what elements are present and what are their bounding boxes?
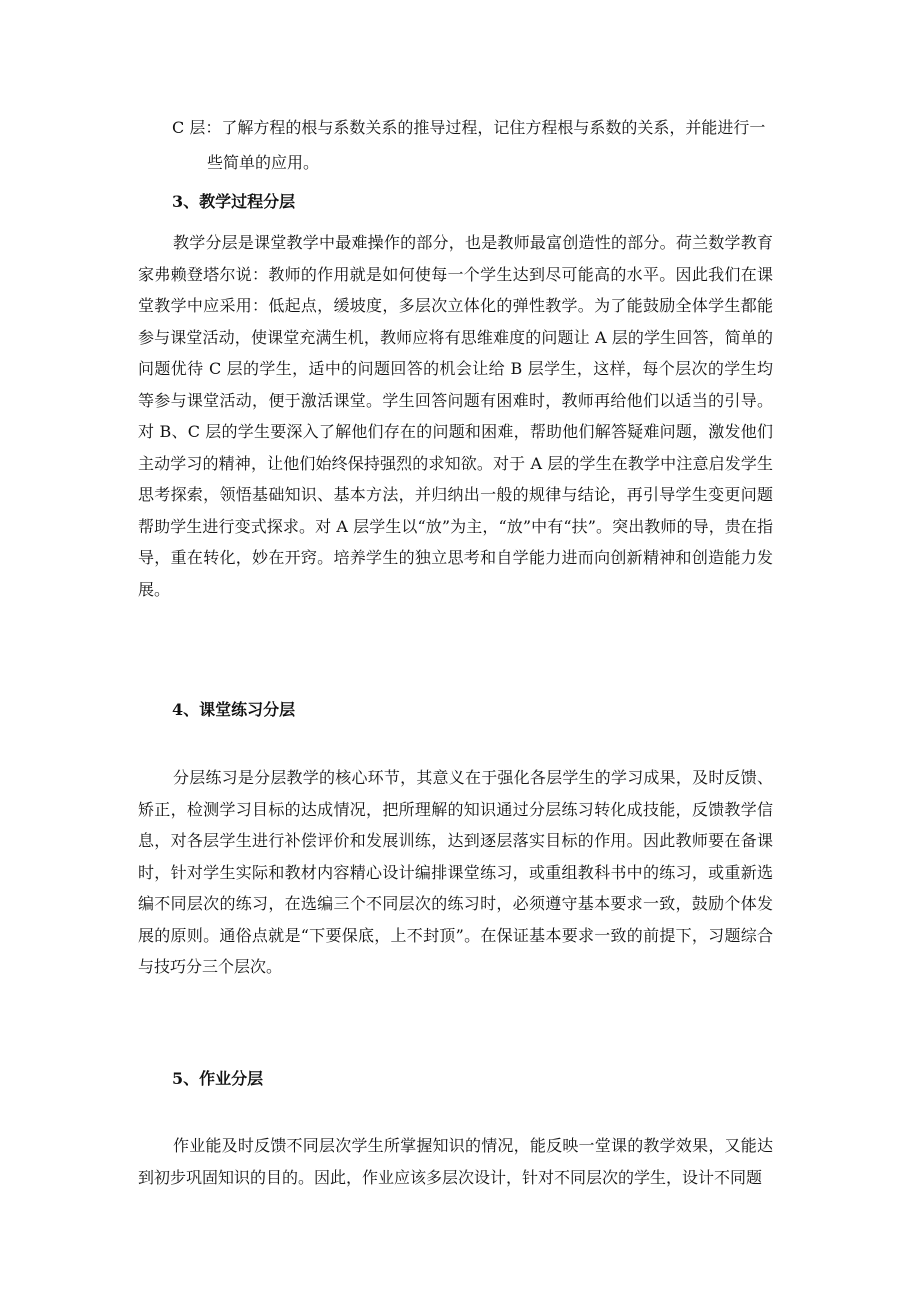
section4-paragraph [138, 762, 773, 983]
section5-text: 作业能及时反馈不同层次学生所掌握知识的情况，能反映一堂课的教学效果，又能达到初步巩固知识的目的。因此，作业应该多层次设计，针对不同层次的学生，设计不同题 [138, 1136, 773, 1187]
section3-heading: 3、教学过程分层 [172, 192, 296, 211]
section5-heading: 5、作业分层 [172, 1069, 264, 1088]
section4-text: 分层练习是分层教学的核心环节，其意义在于强化各层学生的学习成果，及时反馈、矫正，检测学习目标的达成情况，把所理解的知识通过分层练习转化成技能，反馈教学信息，对各层学生进行补偿评价和发展训练，达到逐层落实目标的作用。因此教师要在备课时，针对学生实际和教材内容精心设计编排课堂练习，或重组教科书中的练习，或重新选编不同层次的练习，在选编三个不同层次的练习时，必须遵守基本要求一致，鼓励个体发展的原则。通俗点就是“下要保底，上不封顶”。在保证基本要求一致的前提下，习题综合与技巧分三个层次。 [138, 768, 773, 976]
section5-paragraph [138, 1130, 773, 1193]
section3-text: 教学分层是课堂教学中最难操作的部分，也是教师最富创造性的部分。荷兰数学教育家弗赖登塔尔说：教师的作用就是如何使每一个学生达到尽可能高的水平。因此我们在课堂教学中应采用：低起点，缓坡度，多层次立体化的弹性教学。为了能鼓励全体学生都能参与课堂活动，使课堂充满生机，教师应将有思维难度的问题让 A 层的学生回答，简单的问题优待 C 层的学生，适中的问题回答的机会让给 B 层学生，这样，每个层次的学生均等参与课堂活动，便于激活课堂。学生回答问题有困难时，教师再给他们以适当的引导。对 B、C 层的学生要深入了解他们存在的问题和困难，帮助他们解答疑难问题，激发他们主动学习的精神，让他们始终保持强烈的求知欲。对于 A 层的学生在教学中注意启发学生思考探索，领悟基础知识、基本方法，并归纳出一般的规律与结论，再引导学生变更问题帮助学生进行变式探求。对 A 层学生以“放”为主，“放”中有“扶”。突出教师的导，贵在指导，重在转化，妙在开窍。培养学生的独立思考和自学能力进而向创新精神和创造能力发展。 [138, 233, 773, 599]
c-level-line1: C 层：了解方程的根与系数关系的推导过程，记住方程根与系数的关系，并能进行一 [172, 118, 766, 137]
c-level-line2: 些简单的应用。 [207, 153, 320, 172]
section3-paragraph [138, 227, 773, 605]
section4-heading: 4、课堂练习分层 [172, 700, 296, 719]
